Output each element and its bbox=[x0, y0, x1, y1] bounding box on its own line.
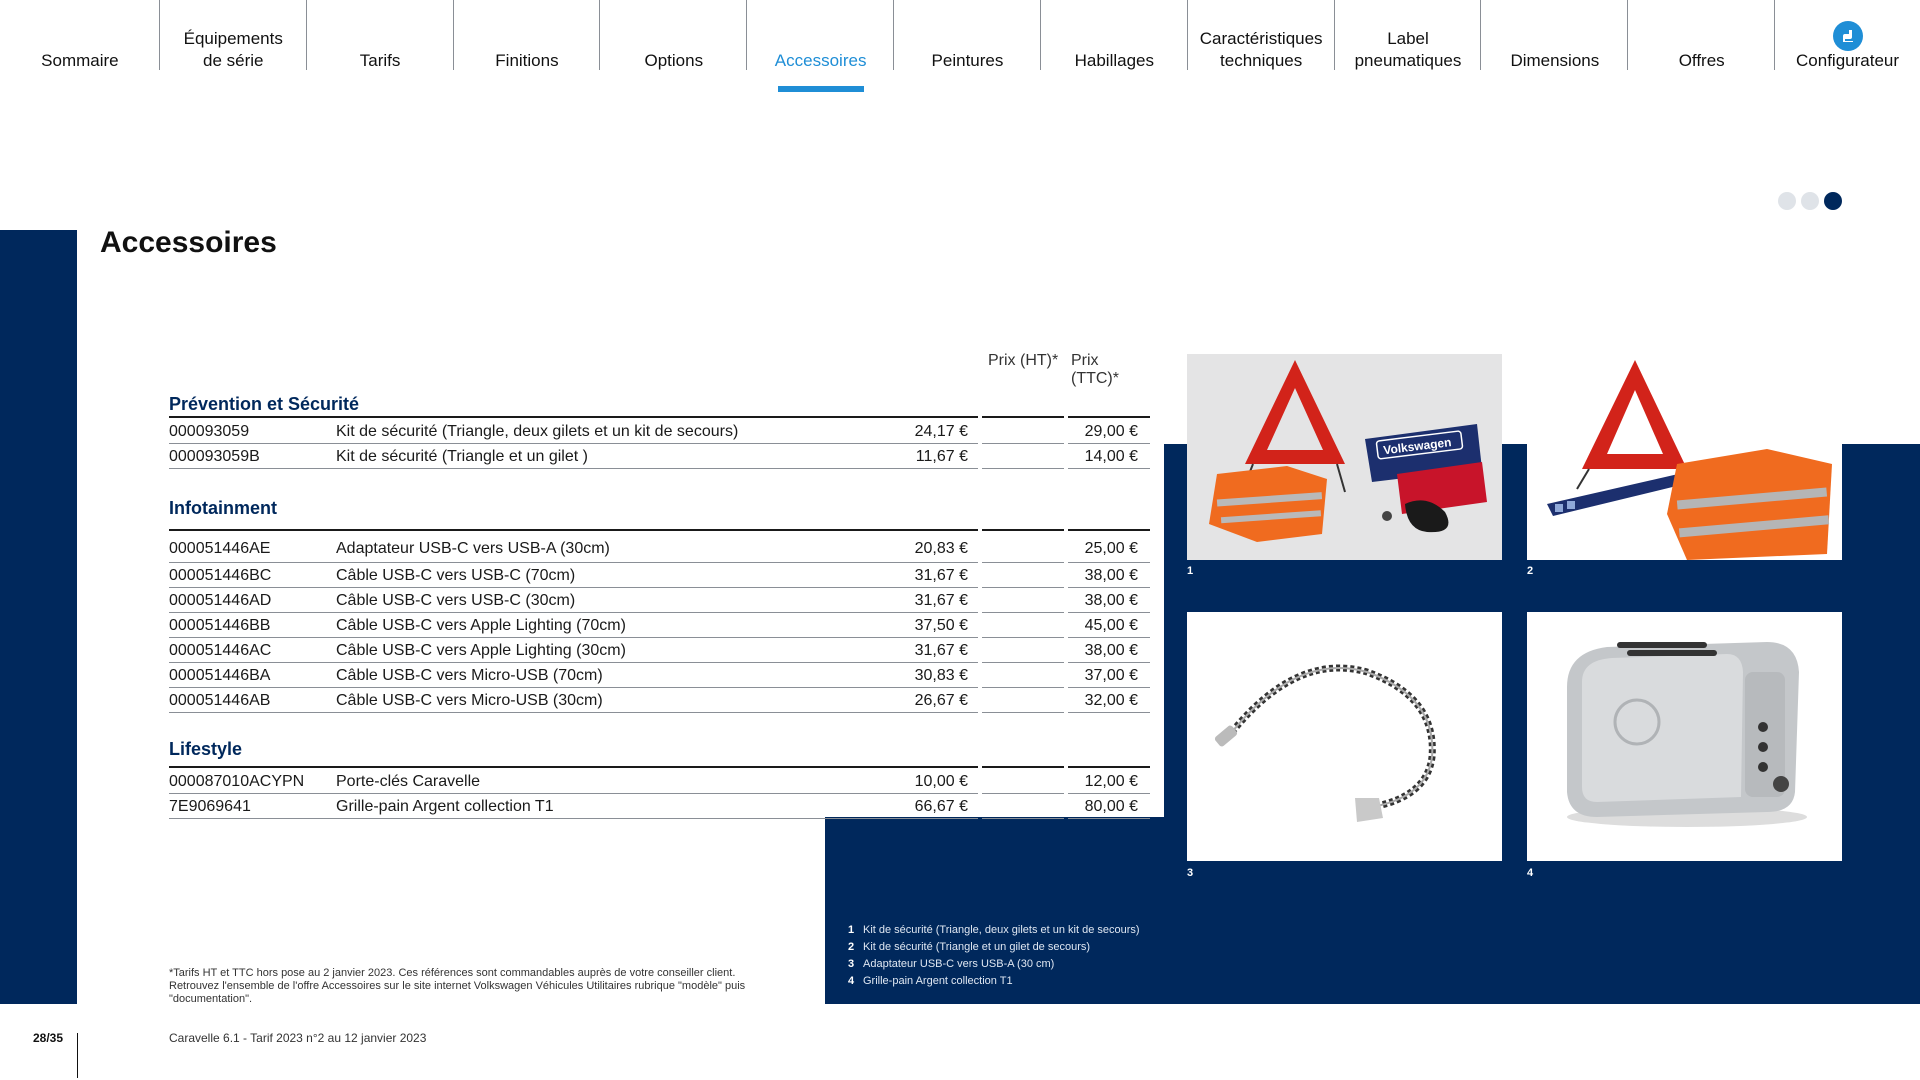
price-ht-cell: 20,83 € bbox=[914, 540, 968, 557]
price-ttc-cell: 32,00 € bbox=[1084, 692, 1138, 709]
table-row bbox=[169, 688, 1150, 713]
price-ht-cell: 30,83 € bbox=[914, 667, 968, 684]
price-ttc-cell: 37,00 € bbox=[1084, 667, 1138, 684]
pager-dot[interactable] bbox=[1778, 192, 1796, 210]
caption-item bbox=[848, 956, 1140, 973]
table-row bbox=[169, 419, 1150, 444]
caption-item bbox=[848, 939, 1140, 956]
price-ttc-cell: 45,00 € bbox=[1084, 617, 1138, 634]
product-image-toaster bbox=[1527, 612, 1842, 861]
product-image-usb-adapter bbox=[1187, 612, 1502, 861]
caption-number: 4 bbox=[848, 975, 855, 987]
ref-cell: 7E9069641 bbox=[169, 798, 251, 815]
price-ht-cell: 24,17 € bbox=[914, 423, 968, 440]
nav-label: Configurateur bbox=[1796, 51, 1900, 70]
desc-cell: Porte-clés Caravelle bbox=[336, 773, 481, 790]
pager-dot[interactable] bbox=[1801, 192, 1819, 210]
price-ht-cell: 31,67 € bbox=[914, 592, 968, 609]
car-seat-icon bbox=[1833, 21, 1863, 51]
desc-cell: Câble USB-C vers USB-C (30cm) bbox=[336, 592, 576, 609]
slide-pager bbox=[1778, 192, 1842, 210]
nav-equipements-de-serie[interactable] bbox=[160, 0, 307, 100]
ref-cell: 000051446BB bbox=[169, 617, 271, 634]
page-title: Accessoires bbox=[100, 226, 277, 259]
caption-number: 2 bbox=[848, 941, 855, 953]
section-title: Lifestyle bbox=[169, 739, 243, 759]
price-ht-cell: 66,67 € bbox=[914, 798, 968, 815]
price-ttc-cell: 38,00 € bbox=[1084, 642, 1138, 659]
image-number: 3 bbox=[1187, 867, 1194, 879]
nav-peintures[interactable] bbox=[894, 0, 1041, 100]
ref-cell: 000051446BA bbox=[169, 667, 271, 684]
nav-dimensions[interactable] bbox=[1481, 0, 1628, 100]
price-ht-cell: 11,67 € bbox=[915, 448, 968, 465]
desc-cell: Kit de sécurité (Triangle et un gilet ) bbox=[336, 448, 588, 465]
price-ht-cell: 31,67 € bbox=[914, 567, 968, 584]
nav-label-pneumatiques[interactable] bbox=[1335, 0, 1482, 100]
caption-text: Adaptateur USB-C vers USB-A (30 cm) bbox=[863, 958, 1055, 970]
col-header-ht: Prix (HT)* bbox=[988, 352, 1059, 369]
image-number: 4 bbox=[1527, 867, 1534, 879]
caption-text: Grille-pain Argent collection T1 bbox=[863, 975, 1013, 987]
price-ttc-cell: 25,00 € bbox=[1084, 540, 1138, 557]
ref-cell: 000051446AC bbox=[169, 642, 272, 659]
section-title: Infotainment bbox=[169, 498, 277, 518]
price-footnote: *Tarifs HT et TTC hors pose au 2 janvier 2023. Ces références sont commandables auprès de votre conseiller client. Retrouvez l'ensemble de l'offre Accessoires sur le site internet Volkswagen Véhicules Utilitaires rubrique "modèle" puis "documentation". bbox=[169, 967, 746, 1005]
section-infotainment bbox=[169, 496, 1150, 713]
active-tab-indicator bbox=[778, 86, 864, 92]
page-number: 28/35 bbox=[33, 1031, 64, 1045]
table-row bbox=[169, 638, 1150, 663]
document-info: Caravelle 6.1 - Tarif 2023 n°2 au 12 janvier 2023 bbox=[169, 1031, 427, 1045]
top-navigation bbox=[0, 0, 1920, 100]
desc-cell: Kit de sécurité (Triangle, deux gilets et un kit de secours) bbox=[336, 423, 739, 440]
section-prevention-securite bbox=[169, 392, 1150, 469]
desc-cell: Câble USB-C vers Apple Lighting (70cm) bbox=[336, 617, 626, 634]
caption-number: 3 bbox=[848, 958, 855, 970]
caption-text: Kit de sécurité (Triangle, deux gilets et un kit de secours) bbox=[863, 924, 1140, 936]
desc-cell: Câble USB-C vers Apple Lighting (30cm) bbox=[336, 642, 626, 659]
nav-habillages[interactable] bbox=[1041, 0, 1188, 100]
ref-cell: 000051446BC bbox=[169, 567, 272, 584]
nav-offres[interactable] bbox=[1628, 0, 1775, 100]
footer-divider bbox=[77, 1033, 78, 1078]
caption-number: 1 bbox=[848, 924, 855, 936]
table-row bbox=[169, 535, 1150, 563]
table-row bbox=[169, 794, 1150, 819]
nav-finitions[interactable] bbox=[454, 0, 601, 100]
table-row bbox=[169, 663, 1150, 688]
price-ht-cell: 31,67 € bbox=[914, 642, 968, 659]
image-captions bbox=[848, 922, 1140, 990]
section-title: Prévention et Sécurité bbox=[169, 394, 360, 414]
caption-text: Kit de sécurité (Triangle et un gilet de secours) bbox=[863, 941, 1091, 953]
nav-tarifs[interactable] bbox=[307, 0, 454, 100]
nav-accessoires[interactable] bbox=[747, 0, 894, 100]
left-navy-band bbox=[0, 230, 77, 1004]
table-row bbox=[169, 563, 1150, 588]
ref-cell: 000051446AB bbox=[169, 692, 271, 709]
nav-label: Caractéristiques techniques bbox=[1199, 29, 1323, 70]
table-row bbox=[169, 444, 1150, 469]
nav-label: Finitions bbox=[495, 51, 559, 70]
price-ttc-cell: 14,00 € bbox=[1084, 448, 1138, 465]
ref-cell: 000051446AD bbox=[169, 592, 272, 609]
pager-dot-active[interactable] bbox=[1824, 192, 1842, 210]
product-image-safety-kit-full bbox=[1187, 354, 1502, 560]
nav-label: Dimensions bbox=[1510, 51, 1600, 70]
ref-cell: 000093059B bbox=[169, 448, 260, 465]
table-header bbox=[169, 350, 1150, 392]
desc-cell: Grille-pain Argent collection T1 bbox=[336, 798, 554, 815]
ref-cell: 000093059 bbox=[169, 423, 250, 440]
nav-configurateur[interactable] bbox=[1775, 0, 1920, 100]
price-ht-cell: 10,00 € bbox=[914, 773, 968, 790]
product-image-safety-kit-vest bbox=[1527, 354, 1842, 560]
nav-label: Habillages bbox=[1074, 51, 1154, 70]
price-ttc-cell: 38,00 € bbox=[1084, 592, 1138, 609]
nav-label: Équipements de série bbox=[183, 29, 283, 70]
nav-options[interactable] bbox=[600, 0, 747, 100]
nav-label: Tarifs bbox=[359, 51, 401, 70]
price-ttc-cell: 29,00 € bbox=[1084, 423, 1138, 440]
caption-item bbox=[848, 922, 1140, 939]
table-row bbox=[169, 769, 1150, 794]
nav-label: Options bbox=[644, 51, 704, 70]
price-ht-cell: 37,50 € bbox=[914, 617, 968, 634]
price-ht-cell: 26,67 € bbox=[914, 692, 968, 709]
price-ttc-cell: 12,00 € bbox=[1084, 773, 1138, 790]
nav-caracteristiques-techniques[interactable] bbox=[1188, 0, 1335, 100]
image-number: 2 bbox=[1527, 565, 1534, 577]
nav-sommaire[interactable] bbox=[0, 0, 160, 100]
image-number: 1 bbox=[1187, 565, 1194, 577]
table-row bbox=[169, 613, 1150, 638]
nav-label: Peintures bbox=[931, 51, 1004, 70]
nav-label: Offres bbox=[1678, 51, 1725, 70]
brand-label: Volkswagen bbox=[1382, 435, 1453, 458]
nav-label: Sommaire bbox=[41, 51, 119, 70]
price-ttc-cell: 80,00 € bbox=[1084, 798, 1138, 815]
desc-cell: Câble USB-C vers USB-C (70cm) bbox=[336, 567, 576, 584]
col-header-ttc: Prix (TTC)* bbox=[1071, 352, 1119, 387]
nav-label: Label pneumatiques bbox=[1354, 29, 1462, 70]
table-row bbox=[169, 588, 1150, 613]
price-table bbox=[169, 350, 1150, 819]
caption-item bbox=[848, 973, 1140, 990]
section-lifestyle bbox=[169, 737, 1150, 819]
ref-cell: 000051446AE bbox=[169, 540, 271, 557]
price-ttc-cell: 38,00 € bbox=[1084, 567, 1138, 584]
desc-cell: Câble USB-C vers Micro-USB (70cm) bbox=[336, 667, 603, 684]
ref-cell: 000087010ACYPN bbox=[169, 773, 305, 790]
desc-cell: Adaptateur USB-C vers USB-A (30cm) bbox=[336, 540, 610, 557]
desc-cell: Câble USB-C vers Micro-USB (30cm) bbox=[336, 692, 603, 709]
nav-label: Accessoires bbox=[774, 51, 867, 70]
